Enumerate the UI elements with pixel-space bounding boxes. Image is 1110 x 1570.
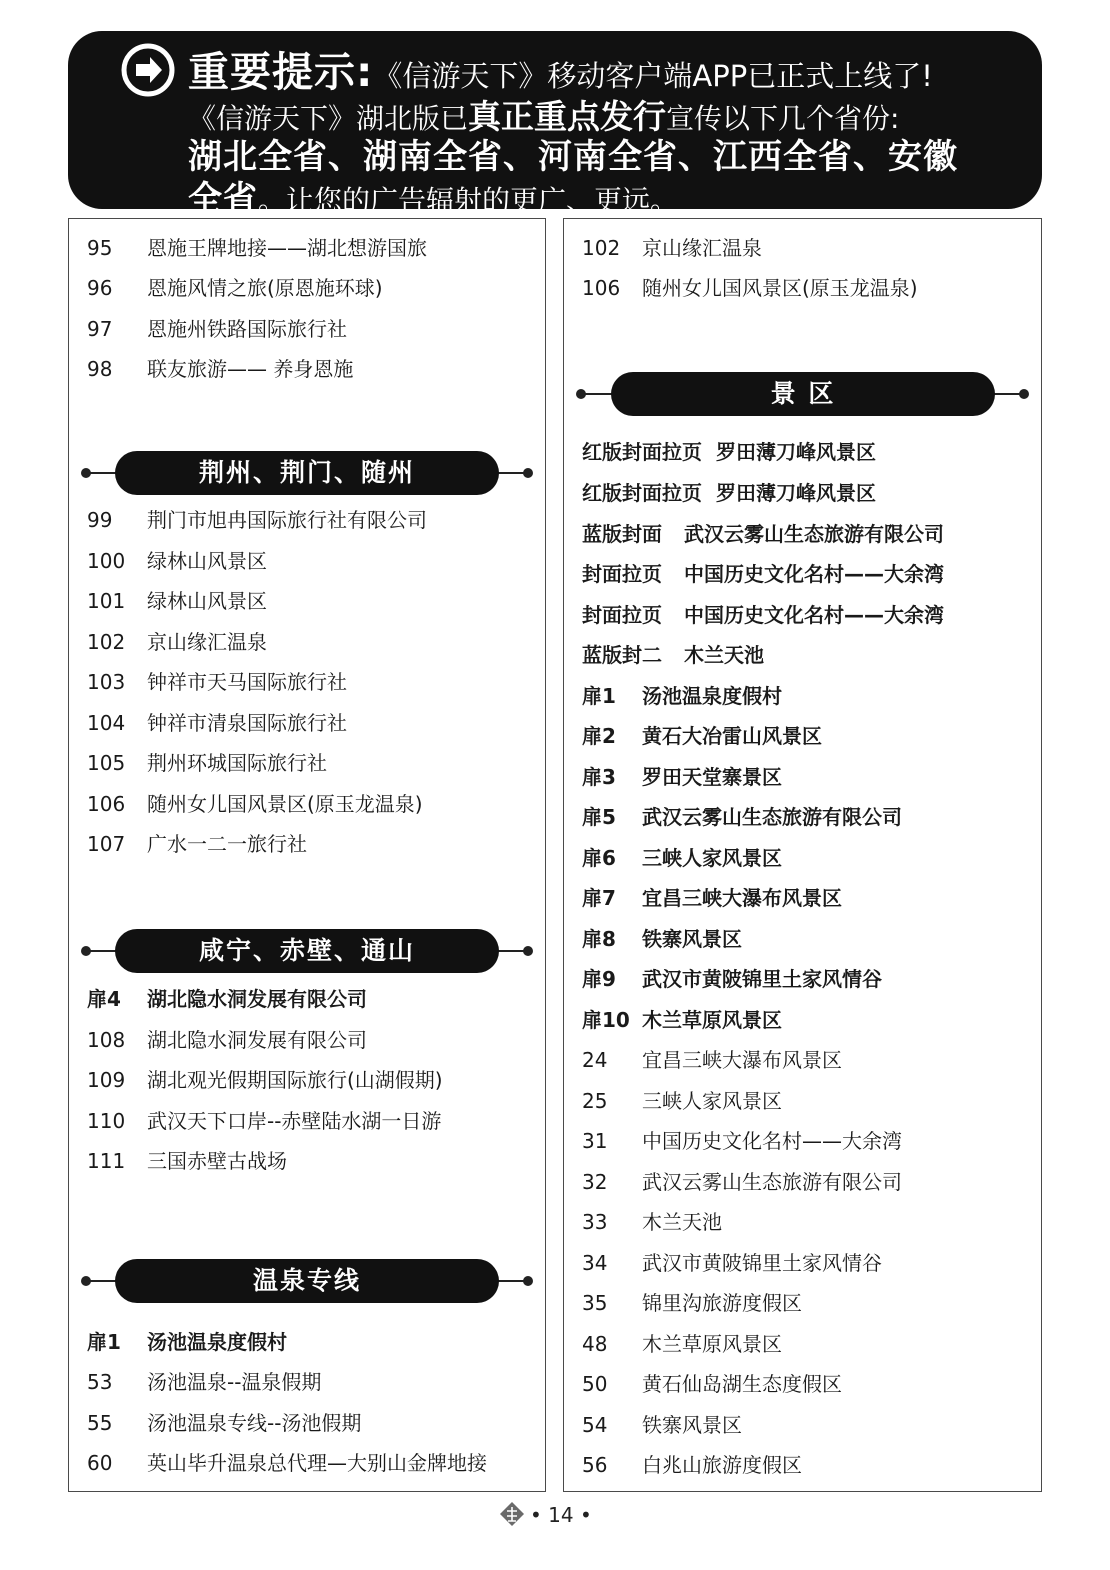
item-title: 恩施州铁路国际旅行社: [147, 317, 347, 341]
item-title: 湖北隐水洞发展有限公司: [147, 1028, 367, 1052]
item-title: 汤池温泉专线--汤池假期: [147, 1411, 362, 1435]
item-title: 罗田天堂寨景区: [642, 765, 782, 789]
item-number: 32: [582, 1170, 608, 1194]
item-title: 武汉天下口岸--赤壁陆水湖一日游: [147, 1109, 442, 1133]
cover-label: 封面拉页: [582, 562, 662, 586]
item-number: 97: [87, 317, 113, 341]
left-directory-panel: [68, 218, 546, 1492]
list-item: [87, 1403, 361, 1443]
section-header-scenic: [576, 372, 1029, 416]
section-title: 荆州、荆门、随州: [115, 451, 499, 495]
arrow-right-circle-icon: [120, 42, 176, 98]
item-title: 铁寨风景区: [642, 927, 742, 951]
list-item: [87, 581, 267, 621]
item-number: 扉5: [582, 805, 616, 829]
item-number: 100: [87, 549, 126, 573]
list-item: [582, 1000, 782, 1040]
item-title: 汤池温泉度假村: [147, 1330, 287, 1354]
list-item: [582, 919, 742, 959]
item-title: 三峡人家风景区: [642, 1089, 782, 1113]
list-item: [582, 1040, 842, 1080]
item-title: 木兰天池: [642, 1210, 722, 1234]
item-number: 50: [582, 1372, 608, 1396]
item-number: 96: [87, 276, 113, 300]
list-item: [87, 824, 307, 864]
section-title: 景 区: [611, 372, 995, 416]
list-item: [87, 541, 267, 581]
list-item: [582, 797, 902, 837]
item-number: 25: [582, 1089, 608, 1113]
list-item: [582, 716, 822, 756]
section-header-hotspring: [81, 1259, 533, 1303]
item-title: 荆州环城国际旅行社: [147, 751, 327, 775]
list-item: [582, 1324, 782, 1364]
list-item: [87, 1443, 487, 1483]
item-number: 扉1: [87, 1330, 121, 1354]
item-number: 54: [582, 1413, 608, 1437]
cover-item: [582, 595, 944, 635]
banner-line-4: [188, 171, 678, 220]
rule-dot: [523, 1276, 533, 1286]
list-item: [582, 268, 918, 308]
item-number: 34: [582, 1251, 608, 1275]
banner-line4-rest: 。让您的广告辐射的更广、更远。: [258, 184, 679, 217]
banner-app-notice: 《信游天下》移动客户端APP已正式上线了!: [373, 59, 933, 93]
item-title: 恩施王牌地接——湖北想游国旅: [147, 236, 427, 260]
item-title: 罗田薄刀峰风景区: [716, 440, 876, 464]
list-item: [87, 309, 347, 349]
item-number: 101: [87, 589, 126, 613]
item-number: 110: [87, 1109, 126, 1133]
list-item: [87, 662, 347, 702]
cover-label: 红版封面拉页: [582, 481, 702, 505]
list-item: [582, 757, 782, 797]
item-title: 武汉云雾山生态旅游有限公司: [642, 1170, 902, 1194]
list-item: [87, 1060, 443, 1100]
list-item: [87, 1362, 321, 1402]
cover-label: 封面拉页: [582, 603, 662, 627]
list-item: [87, 703, 347, 743]
item-number: 106: [87, 792, 126, 816]
item-number: 扉1: [582, 684, 616, 708]
list-item: [87, 1020, 367, 1060]
item-title: 武汉云雾山生态旅游有限公司: [684, 522, 944, 546]
notice-banner: [68, 31, 1042, 219]
item-number: 111: [87, 1149, 126, 1173]
banner-line-1: [188, 39, 933, 98]
item-number: 33: [582, 1210, 608, 1234]
item-number: 扉7: [582, 886, 616, 910]
item-number: 56: [582, 1453, 608, 1477]
item-title: 木兰草原风景区: [642, 1008, 782, 1032]
item-number: 24: [582, 1048, 608, 1072]
list-item: [87, 1141, 287, 1181]
item-title: 宜昌三峡大瀑布风景区: [642, 1048, 842, 1072]
item-title: 武汉市黄陂锦里土家风情谷: [642, 1251, 882, 1275]
list-item: [582, 228, 762, 268]
item-title: 中国历史文化名村——大余湾: [642, 1129, 902, 1153]
item-title: 木兰草原风景区: [642, 1332, 782, 1356]
list-item: [87, 622, 267, 662]
item-title: 钟祥市天马国际旅行社: [147, 670, 347, 694]
item-title: 汤池温泉度假村: [642, 684, 782, 708]
list-item: [582, 1202, 722, 1242]
item-title: 锦里沟旅游度假区: [642, 1291, 802, 1315]
page-number: • 14 •: [530, 1503, 592, 1527]
list-item: [87, 500, 427, 540]
item-number: 扉9: [582, 967, 616, 991]
item-title: 京山缘汇温泉: [642, 236, 762, 260]
list-item: [582, 838, 782, 878]
list-item: [582, 676, 782, 716]
banner-line2-post: 宣传以下几个省份:: [666, 102, 900, 135]
item-title: 武汉云雾山生态旅游有限公司: [642, 805, 902, 829]
list-item: [582, 878, 842, 918]
item-number: 103: [87, 670, 126, 694]
item-number: 扉10: [582, 1008, 630, 1032]
item-number: 60: [87, 1451, 113, 1475]
cover-item: [582, 473, 876, 513]
item-title: 随州女儿国风景区(原玉龙温泉): [642, 276, 918, 300]
section-title: 温泉专线: [115, 1259, 499, 1303]
right-directory-panel: [563, 218, 1042, 1492]
item-number: 95: [87, 236, 113, 260]
item-title: 钟祥市清泉国际旅行社: [147, 711, 347, 735]
list-item: [582, 959, 882, 999]
item-number: 31: [582, 1129, 608, 1153]
item-number: 105: [87, 751, 126, 775]
item-number: 48: [582, 1332, 608, 1356]
cover-item: [582, 432, 876, 472]
banner-heading: 重要提示:: [188, 48, 374, 96]
item-title: 铁寨风景区: [642, 1413, 742, 1437]
cover-item: [582, 554, 944, 594]
list-item: [87, 1101, 441, 1141]
item-title: 京山缘汇温泉: [147, 630, 267, 654]
item-number: 102: [87, 630, 126, 654]
item-number: 104: [87, 711, 126, 735]
section-title: 咸宁、赤壁、通山: [115, 929, 499, 973]
item-number: 107: [87, 832, 126, 856]
item-number: 扉6: [582, 846, 616, 870]
item-title: 恩施风情之旅(原恩施环球): [147, 276, 383, 300]
item-title: 黄石仙岛湖生态度假区: [642, 1372, 842, 1396]
list-item: [582, 1445, 802, 1485]
cover-item: [582, 514, 944, 554]
item-number: 53: [87, 1370, 113, 1394]
item-number: 98: [87, 357, 113, 381]
item-title: 木兰天池: [684, 643, 764, 667]
cover-item: [582, 635, 764, 675]
list-item: [582, 1162, 902, 1202]
item-title: 英山毕升温泉总代理—大别山金牌地接: [147, 1451, 487, 1475]
list-item: [87, 1322, 287, 1362]
item-number: 扉2: [582, 724, 616, 748]
item-title: 黄石大冶雷山风景区: [642, 724, 822, 748]
item-title: 中国历史文化名村——大余湾: [684, 562, 944, 586]
item-number: 35: [582, 1291, 608, 1315]
list-item: [87, 784, 423, 824]
list-item: [582, 1243, 882, 1283]
item-title: 联友旅游—— 养身恩施: [147, 357, 354, 381]
item-title: 武汉市黄陂锦里土家风情谷: [642, 967, 882, 991]
list-item: [87, 349, 353, 389]
list-item: [87, 979, 367, 1019]
item-title: 随州女儿国风景区(原玉龙温泉): [147, 792, 423, 816]
item-title: 三国赤壁古战场: [147, 1149, 287, 1173]
item-number: 102: [582, 236, 621, 260]
item-title: 湖北隐水洞发展有限公司: [147, 987, 367, 1011]
rule-dot: [523, 946, 533, 956]
banner-line4-strong: 全省: [188, 179, 258, 219]
item-title: 荆门市旭冉国际旅行社有限公司: [147, 508, 427, 532]
item-number: 扉8: [582, 927, 616, 951]
list-item: [582, 1081, 782, 1121]
section-header-jingzhou: [81, 451, 533, 495]
item-title: 绿林山风景区: [147, 549, 267, 573]
banner-line2-strong: 真正重点发行: [468, 97, 667, 136]
item-title: 广水一二一旅行社: [147, 832, 307, 856]
banner-line-3: 湖北全省、湖南全省、河南全省、江西全省、安徽: [188, 137, 958, 177]
item-title: 三峡人家风景区: [642, 846, 782, 870]
item-number: 106: [582, 276, 621, 300]
item-title: 绿林山风景区: [147, 589, 267, 613]
item-title: 中国历史文化名村——大余湾: [684, 603, 944, 627]
rule-dot: [1019, 389, 1029, 399]
list-item: [582, 1283, 802, 1323]
cover-label: 红版封面拉页: [582, 440, 702, 464]
flower-ornament-icon: [499, 1501, 525, 1527]
item-number: 108: [87, 1028, 126, 1052]
rule-dot: [523, 468, 533, 478]
item-title: 宜昌三峡大瀑布风景区: [642, 886, 842, 910]
item-number: 55: [87, 1411, 113, 1435]
item-number: 109: [87, 1068, 126, 1092]
list-item: [87, 228, 427, 268]
cover-label: 蓝版封二: [582, 643, 662, 667]
list-item: [87, 268, 383, 308]
list-item: [582, 1121, 902, 1161]
item-title: 白兆山旅游度假区: [642, 1453, 802, 1477]
list-item: [87, 743, 327, 783]
item-title: 汤池温泉--温泉假期: [147, 1370, 322, 1394]
item-number: 扉3: [582, 765, 616, 789]
page-footer: [0, 1500, 1110, 1530]
section-header-xianning: [81, 929, 533, 973]
item-number: 扉4: [87, 987, 121, 1011]
item-number: 99: [87, 508, 113, 532]
item-title: 湖北观光假期国际旅行(山湖假期): [147, 1068, 443, 1092]
list-item: [582, 1364, 842, 1404]
item-title: 罗田薄刀峰风景区: [716, 481, 876, 505]
banner-line2-pre: 《信游天下》湖北版已: [188, 102, 469, 135]
cover-label: 蓝版封面: [582, 522, 662, 546]
list-item: [582, 1405, 742, 1445]
